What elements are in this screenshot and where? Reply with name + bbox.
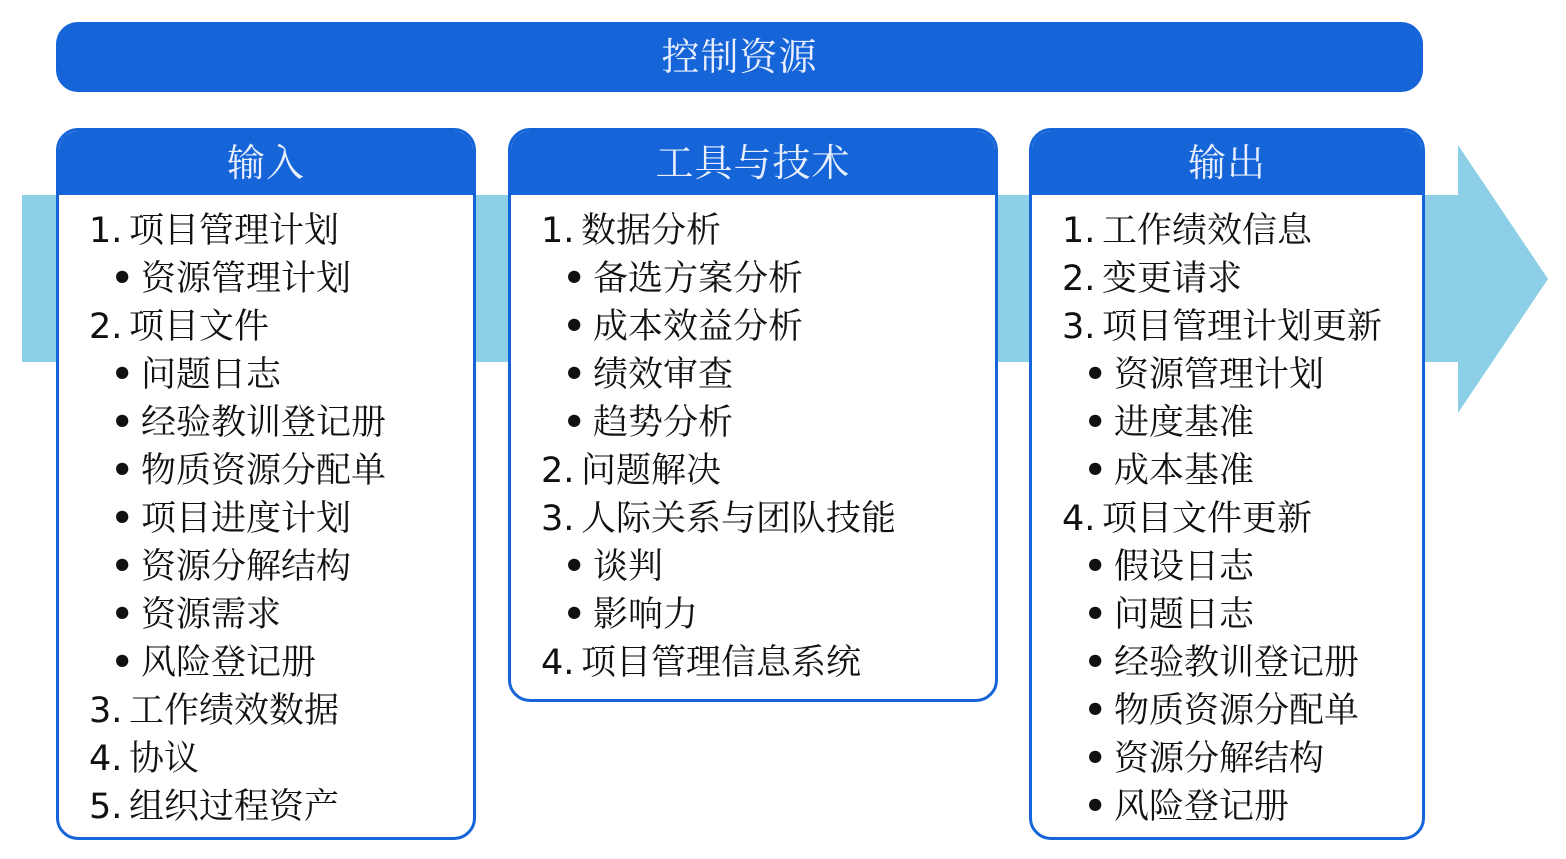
bullet-icon: •	[111, 259, 134, 299]
sub-item	[541, 255, 995, 303]
sub-item	[89, 351, 473, 399]
item-label: 项目管理信息系统	[581, 643, 862, 683]
bullet-icon: •	[563, 547, 586, 587]
sub-item	[89, 447, 473, 495]
list-item	[89, 783, 473, 831]
bullet-icon: •	[563, 355, 586, 395]
sub-item-label: 资源分解结构	[141, 547, 352, 587]
item-number: 4.	[1062, 499, 1096, 539]
item-label: 变更请求	[1102, 259, 1243, 299]
sub-item-label: 风险登记册	[1114, 787, 1290, 827]
inputs-list	[59, 195, 473, 831]
item-number: 1.	[541, 211, 575, 251]
bullet-icon: •	[1084, 355, 1107, 395]
item-number: 3.	[89, 691, 123, 731]
sub-item-label: 成本效益分析	[593, 307, 804, 347]
item-label: 数据分析	[581, 211, 722, 251]
list-item	[541, 495, 995, 543]
item-label: 项目文件更新	[1102, 499, 1313, 539]
item-number: 3.	[1062, 307, 1096, 347]
sub-item-label: 趋势分析	[593, 403, 734, 443]
inputs-panel	[56, 128, 476, 840]
item-label: 项目管理计划更新	[1102, 307, 1383, 347]
item-label: 协议	[129, 739, 200, 779]
item-label: 组织过程资产	[129, 787, 340, 827]
item-label: 工作绩效信息	[1102, 211, 1313, 251]
list-item	[89, 735, 473, 783]
sub-item-label: 问题日志	[1114, 595, 1255, 635]
sub-item	[1062, 543, 1422, 591]
sub-item	[541, 303, 995, 351]
sub-item	[89, 495, 473, 543]
sub-item	[89, 639, 473, 687]
item-label: 问题解决	[581, 451, 722, 491]
sub-item	[89, 399, 473, 447]
sub-item	[89, 543, 473, 591]
list-item	[1062, 255, 1422, 303]
bullet-icon: •	[1084, 787, 1107, 827]
item-number: 3.	[541, 499, 575, 539]
sub-item	[541, 399, 995, 447]
bullet-icon: •	[111, 595, 134, 635]
sub-item	[1062, 783, 1422, 831]
bullet-icon: •	[1084, 451, 1107, 491]
bullet-icon: •	[111, 355, 134, 395]
sub-item	[1062, 735, 1422, 783]
sub-item-label: 物质资源分配单	[141, 451, 387, 491]
bullet-icon: •	[563, 403, 586, 443]
bullet-icon: •	[563, 595, 586, 635]
item-label: 人际关系与团队技能	[581, 499, 897, 539]
item-number: 4.	[89, 739, 123, 779]
bullet-icon: •	[111, 643, 134, 683]
sub-item	[89, 591, 473, 639]
sub-item-label: 假设日志	[1114, 547, 1255, 587]
bullet-icon: •	[111, 403, 134, 443]
item-number: 2.	[541, 451, 575, 491]
bullet-icon: •	[1084, 403, 1107, 443]
bullet-icon: •	[111, 451, 134, 491]
bullet-icon: •	[111, 499, 134, 539]
item-label: 项目文件	[129, 307, 270, 347]
list-item	[1062, 495, 1422, 543]
tools-panel	[508, 128, 998, 702]
item-number: 1.	[1062, 211, 1096, 251]
inputs-header: 输入	[59, 131, 473, 195]
list-item	[1062, 303, 1422, 351]
item-number: 1.	[89, 211, 123, 251]
process-title: 控制资源	[56, 22, 1423, 92]
item-number: 4.	[541, 643, 575, 683]
sub-item	[541, 591, 995, 639]
bullet-icon: •	[111, 547, 134, 587]
item-label: 工作绩效数据	[129, 691, 340, 731]
sub-item-label: 经验教训登记册	[141, 403, 387, 443]
list-item	[541, 639, 995, 687]
outputs-panel	[1029, 128, 1425, 840]
sub-item-label: 资源管理计划	[141, 259, 352, 299]
list-item	[541, 207, 995, 255]
sub-item-label: 风险登记册	[141, 643, 317, 683]
list-item	[541, 447, 995, 495]
bullet-icon: •	[1084, 643, 1107, 683]
sub-item	[89, 255, 473, 303]
sub-item	[541, 543, 995, 591]
outputs-header: 输出	[1032, 131, 1422, 195]
bullet-icon: •	[1084, 547, 1107, 587]
item-number: 5.	[89, 787, 123, 827]
sub-item-label: 绩效审查	[593, 355, 734, 395]
bullet-icon: •	[1084, 595, 1107, 635]
sub-item	[1062, 447, 1422, 495]
tools-header: 工具与技术	[511, 131, 995, 195]
sub-item	[541, 351, 995, 399]
list-item	[89, 687, 473, 735]
outputs-list	[1032, 195, 1422, 831]
sub-item	[1062, 591, 1422, 639]
list-item	[89, 207, 473, 255]
item-number: 2.	[1062, 259, 1096, 299]
list-item	[1062, 207, 1422, 255]
sub-item-label: 进度基准	[1114, 403, 1255, 443]
sub-item-label: 备选方案分析	[593, 259, 804, 299]
item-number: 2.	[89, 307, 123, 347]
sub-item-label: 影响力	[593, 595, 699, 635]
sub-item	[1062, 639, 1422, 687]
sub-item-label: 问题日志	[141, 355, 282, 395]
sub-item	[1062, 351, 1422, 399]
sub-item-label: 资源管理计划	[1114, 355, 1325, 395]
bullet-icon: •	[563, 307, 586, 347]
tools-list	[511, 195, 995, 687]
bullet-icon: •	[1084, 739, 1107, 779]
sub-item-label: 物质资源分配单	[1114, 691, 1360, 731]
sub-item-label: 资源需求	[141, 595, 282, 635]
sub-item-label: 经验教训登记册	[1114, 643, 1360, 683]
item-label: 项目管理计划	[129, 211, 340, 251]
sub-item-label: 谈判	[593, 547, 664, 587]
sub-item-label: 项目进度计划	[141, 499, 352, 539]
bullet-icon: •	[563, 259, 586, 299]
sub-item-label: 资源分解结构	[1114, 739, 1325, 779]
sub-item	[1062, 687, 1422, 735]
list-item	[89, 303, 473, 351]
bullet-icon: •	[1084, 691, 1107, 731]
sub-item-label: 成本基准	[1114, 451, 1255, 491]
sub-item	[1062, 399, 1422, 447]
